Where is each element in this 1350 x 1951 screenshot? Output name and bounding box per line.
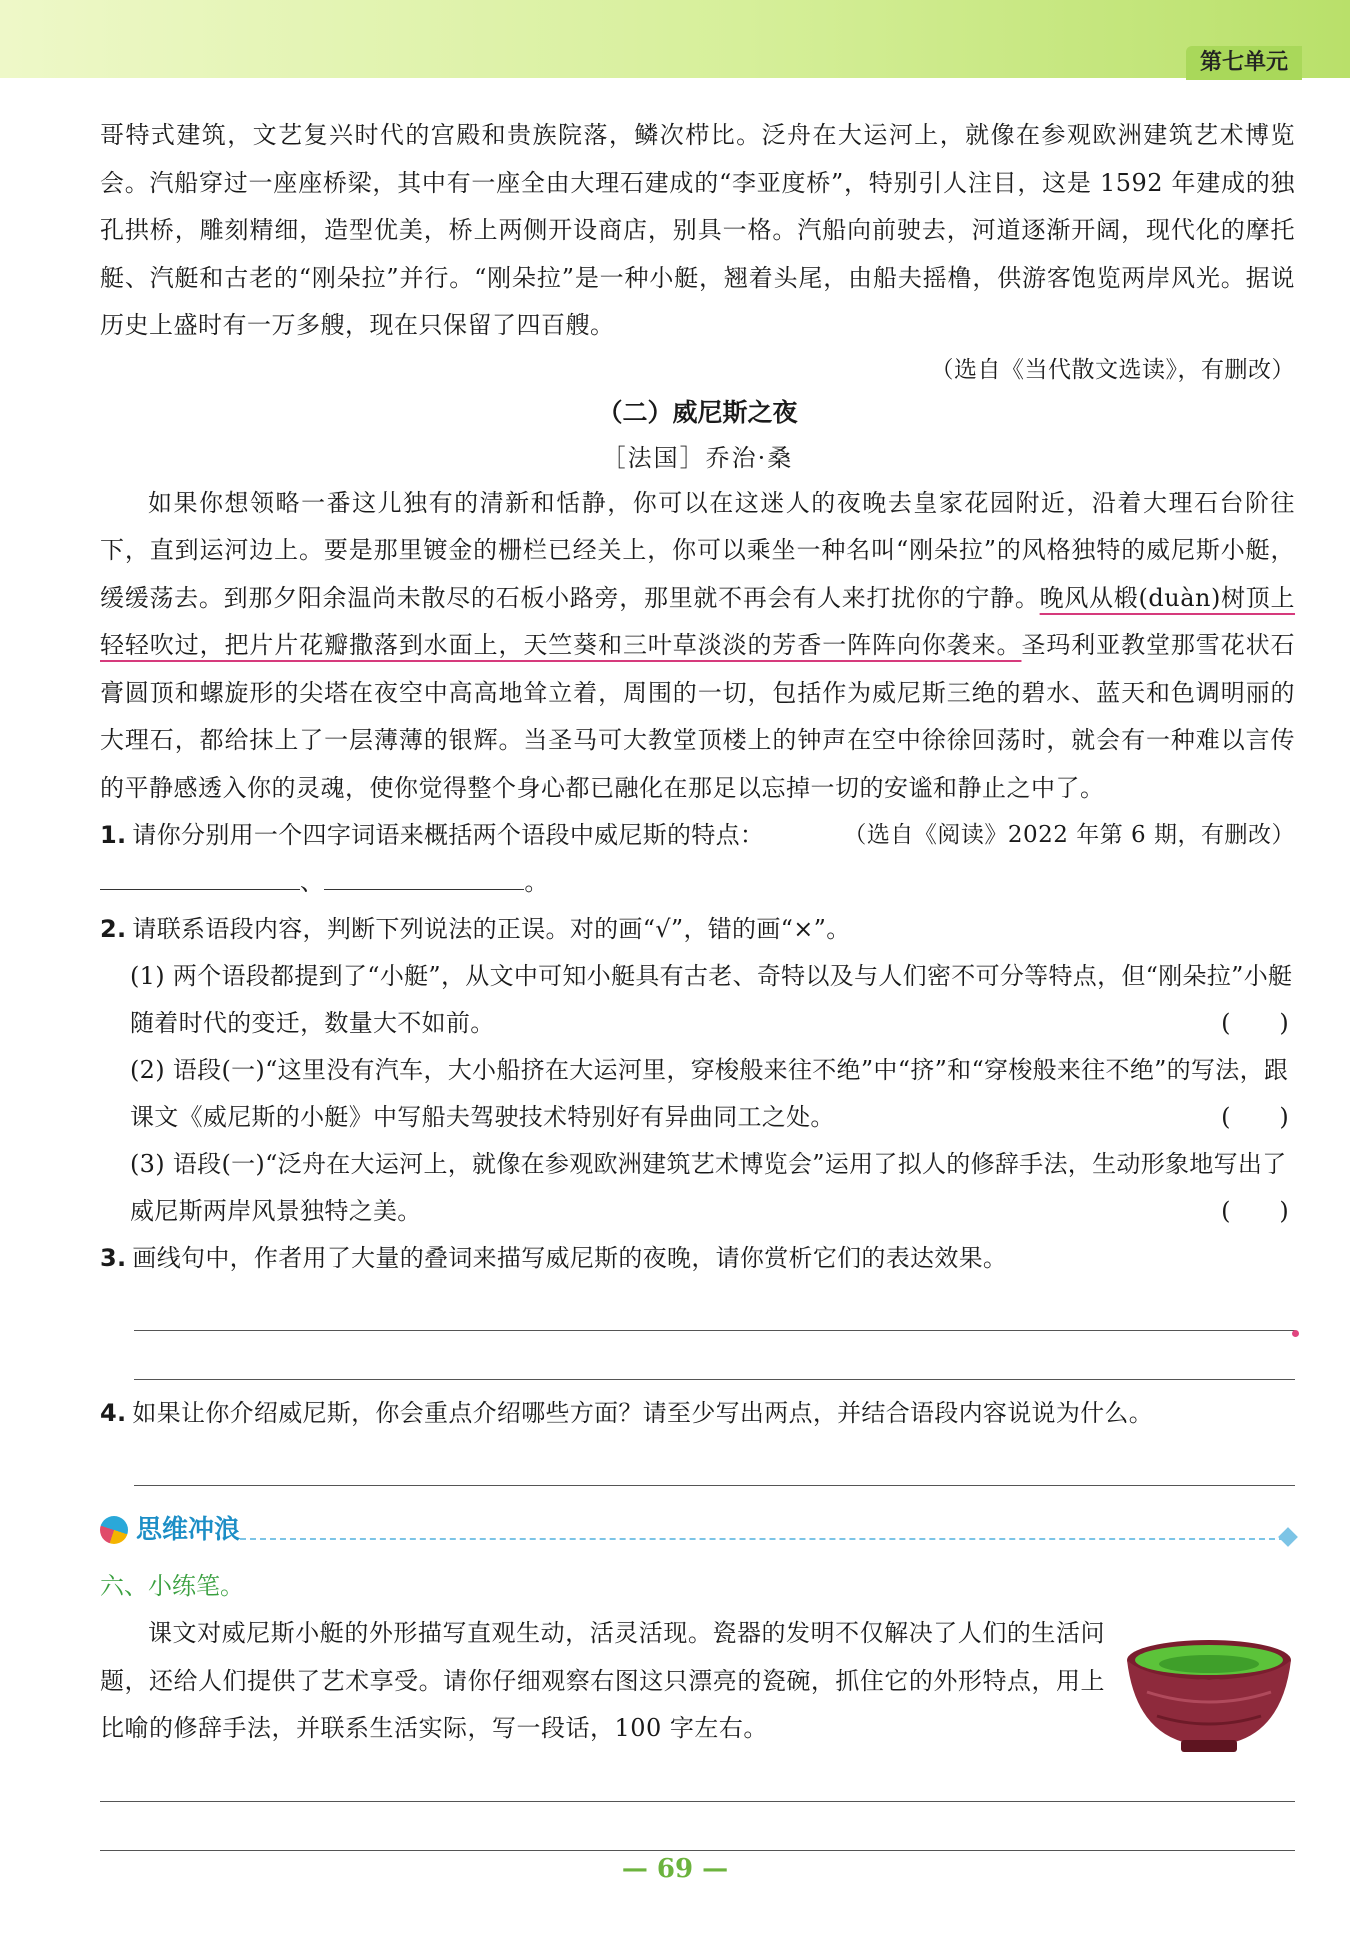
answer-line[interactable] bbox=[134, 1282, 1295, 1331]
question-4 bbox=[100, 1390, 1295, 1437]
section-title: 思维冲浪 bbox=[136, 1515, 241, 1545]
question-text: 如果让你介绍威尼斯，你会重点介绍哪些方面？请至少写出两点，并结合语段内容说说为什么。 bbox=[132, 1399, 1154, 1427]
unit-label: 第七单元 bbox=[1186, 46, 1302, 80]
passage1-source: （选自《当代散文选读》，有删改） bbox=[930, 356, 1295, 383]
answer-paren[interactable]: ( ) bbox=[1221, 1197, 1289, 1225]
passage2-author: ［法国］乔治·桑 bbox=[601, 443, 794, 472]
wave-icon bbox=[100, 1516, 128, 1544]
passage2-text-after: 圣玛利亚教堂那雪花状石膏圆顶和螺旋形的尖塔在夜空中高高地耸立着，周围的一切，包括作为威尼斯三绝的碧水、蓝天和色调明丽的大理石，都给抹上了一层薄薄的银辉。当圣马可大教堂顶楼上的钟声在空中徐徐回荡时，就会有一种难以言传的平静感透入你的灵魂，使你觉得整个身心都已融化在那足以忘掉一切的安谧和静止之中了。 bbox=[100, 631, 1296, 802]
task-title: 六、小练笔。 bbox=[100, 1572, 244, 1600]
answer-line[interactable] bbox=[134, 1437, 1295, 1486]
blank-separator: 、 bbox=[300, 868, 325, 896]
answer-blank-1[interactable] bbox=[100, 867, 300, 890]
passage2-title: （二）威尼斯之夜 bbox=[597, 397, 798, 427]
passage2-source: （选自《阅读》2022 年第 6 期，有删改） bbox=[843, 822, 1295, 848]
porcelain-bowl-image bbox=[1123, 1632, 1295, 1760]
item-label: (1) bbox=[130, 962, 165, 990]
question-text: 画线句中，作者用了大量的叠词来描写威尼斯的夜晚，请你赏析它们的表达效果。 bbox=[132, 1244, 1008, 1272]
question-3 bbox=[100, 1235, 1295, 1282]
banner-arrow-icon bbox=[1278, 1527, 1298, 1547]
item-label: (3) bbox=[130, 1150, 165, 1178]
question-2-item-2 bbox=[100, 1047, 1295, 1141]
item-label: (2) bbox=[130, 1056, 165, 1084]
question-number: 4. bbox=[100, 1399, 127, 1427]
question-text: 请联系语段内容，判断下列说法的正误。对的画“√”，错的画“×”。 bbox=[132, 915, 851, 943]
question-number: 2. bbox=[100, 915, 127, 943]
question-number: 3. bbox=[100, 1244, 127, 1272]
margin-mark bbox=[1292, 1330, 1299, 1337]
section-banner bbox=[100, 1510, 1295, 1554]
task-text: 课文对威尼斯小艇的外形描写直观生动，活灵活现。瓷器的发明不仅解决了人们的生活问题，还给人们提供了艺术享受。请你仔细观察右图这只漂亮的瓷碗，抓住它的外形特点，用上比喻的修辞手法，并联系生活实际，写一段话，100 字左右。 bbox=[100, 1619, 1105, 1742]
passage2-text-before: 如果你想领略一番这儿独有的清新和恬静，你可以在这迷人的夜晚去皇家花园附近，沿着大理石台阶往下，直到运河边上。要是那里镀金的栅栏已经关上，你可以乘坐一种名叫“刚朵拉”的风格独特的威尼斯小艇，缓缓荡去。到那夕阳余温尚未散尽的石板小路旁，那里就不再会有人来打扰你的宁静。 bbox=[100, 488, 1295, 612]
answer-blank-2[interactable] bbox=[324, 867, 524, 890]
answer-paren[interactable]: ( ) bbox=[1221, 1009, 1289, 1037]
item-text: 语段(一)“泛舟在大运河上，就像在参观欧洲建筑艺术博览会”运用了拟人的修辞手法，生动形象地写出了威尼斯两岸风景独特之美。 bbox=[130, 1150, 1287, 1225]
passage1-text: 哥特式建筑，文艺复兴时代的宫殿和贵族院落，鳞次栉比。泛舟在大运河上，就像在参观欧洲建筑艺术博览会。汽船穿过一座座桥梁，其中有一座全由大理石建成的“李亚度桥”，特别引人注目，这是 1592 年建成的独孔拱桥，雕刻精细，造型优美，桥上两侧开设商店，别具一格。汽船向前驶去，河道逐渐开阔，现代化的摩托艇、汽艇和古老的“刚朵拉”并行。“刚朵拉”是一种小艇，翘着头尾，由船夫摇橹，供游客饱览两岸风光。据说历史上盛时有一万多艘，现在只保留了四百艘。 bbox=[100, 121, 1295, 339]
answer-paren[interactable]: ( ) bbox=[1221, 1103, 1289, 1131]
question-text: 请你分别用一个四字词语来概括两个语段中威尼斯的特点： bbox=[132, 821, 765, 849]
header-bar bbox=[0, 0, 1350, 78]
question-2-item-3 bbox=[100, 1141, 1295, 1235]
page-number: — 69 — bbox=[621, 1854, 729, 1884]
answer-line[interactable] bbox=[100, 1753, 1295, 1802]
blank-end: 。 bbox=[524, 868, 549, 896]
item-text: 两个语段都提到了“小艇”，从文中可知小艇具有古老、奇特以及与人们密不可分等特点，但“刚朵拉”小艇随着时代的变迁，数量大不如前。 bbox=[130, 962, 1293, 1037]
item-text: 语段(一)“这里没有汽车，大小船挤在大运河里，穿梭般来往不绝”中“挤”和“穿梭般来往不绝”的写法，跟课文《威尼斯的小艇》中写船夫驾驶技术特别好有异曲同工之处。 bbox=[130, 1056, 1289, 1131]
answer-line[interactable] bbox=[134, 1331, 1295, 1380]
question-2 bbox=[100, 906, 1295, 953]
passage2-underlined-sentence: 晚风从椴(duàn)树顶上轻轻吹过，把片片花瓣撒落到水面上，天竺葵和三叶草淡淡的芳香一阵阵向你袭来。 bbox=[100, 583, 1296, 659]
answer-line[interactable] bbox=[100, 1802, 1295, 1851]
banner-divider bbox=[240, 1538, 1285, 1540]
page-content bbox=[100, 112, 1295, 1851]
question-2-item-1 bbox=[100, 953, 1295, 1047]
task-body bbox=[100, 1610, 1295, 1753]
question-number: 1. bbox=[100, 821, 127, 849]
